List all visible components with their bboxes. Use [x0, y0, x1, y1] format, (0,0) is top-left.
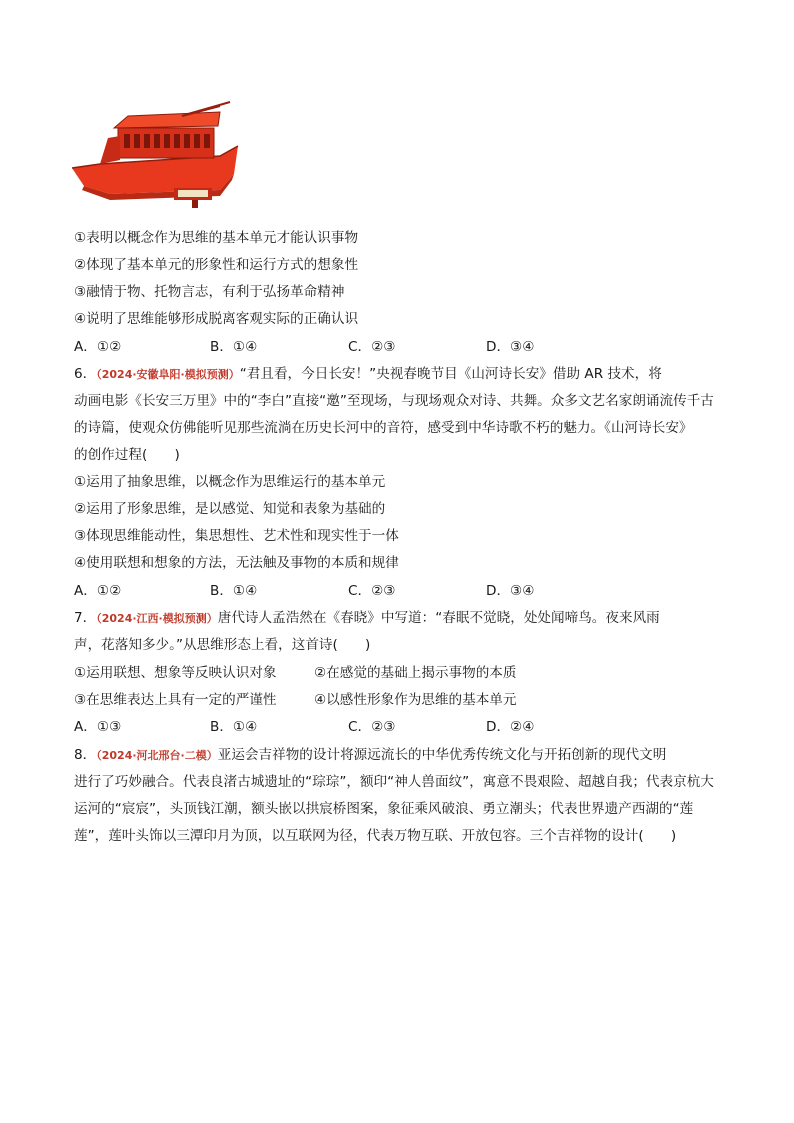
q6-stem-text-1: “君且看，今日长安！”央视春晚节目《山河诗长安》借助 AR 技术，将 — [239, 366, 662, 382]
q7-option-b[interactable]: B．①④ — [210, 719, 258, 735]
q6-source: （2024·安徽阜阳·模拟预测） — [96, 368, 240, 381]
q7-stem-line-1 — [74, 608, 660, 629]
q7-option-a[interactable]: A．①③ — [74, 719, 122, 735]
q7-source: （2024·江西·模拟预测） — [96, 612, 218, 625]
q6-option-a[interactable]: A．①② — [74, 583, 122, 599]
q8-stem-line-3: 运河的“宸宸”，头顶钱江潮，额头嵌以拱宸桥图案，象征乘风破浪、勇立潮头；代表世界遗产西湖的“莲 — [74, 801, 694, 817]
q6-stem-line-2: 动画电影《长安三万里》中的“李白”直接“邀”至现场，与现场观众对诗、共舞。众多文艺名家朗诵流传千古 — [74, 393, 714, 409]
q7-statement-3: ③在思维表达上具有一定的严谨性 — [74, 692, 277, 708]
q6-option-d[interactable]: D．③④ — [486, 583, 535, 599]
q7-statement-1: ①运用联想、想象等反映认识对象 — [74, 665, 277, 681]
q6-statement-3: ③体现思维能动性，集思想性、艺术性和现实性于一体 — [74, 528, 399, 544]
q6-number: 6． — [74, 366, 97, 382]
q5-statement-3: ③融情于物、托物言志，有利于弘扬革命精神 — [74, 284, 345, 300]
q8-number: 8． — [74, 747, 97, 763]
q8-stem-text-1: 亚运会吉祥物的设计将源远流长的中华优秀传统文化与开拓创新的现代文明 — [217, 747, 667, 763]
q5-statement-4: ④说明了思维能够形成脱离客观实际的正确认识 — [74, 311, 359, 327]
q6-statement-2: ②运用了形象思维，是以感觉、知觉和表象为基础的 — [74, 501, 386, 517]
q8-stem-line-2: 进行了巧妙融合。代表良渚古城遗址的“琮琮”，额印“神人兽面纹”，寓意不畏艰险、超越自我；代表京杭大 — [74, 774, 714, 790]
q8-stem-line-4: 莲”，莲叶头饰以三潭印月为顶，以互联网为径，代表万物互联、开放包容。三个吉祥物的设计( ) — [74, 828, 677, 844]
q5-option-b[interactable]: B．①④ — [210, 339, 258, 355]
q7-stem-line-2: 声，花落知多少。”从思维形态上看，这首诗( ) — [74, 637, 371, 653]
q5-option-a[interactable]: A．①② — [74, 339, 122, 355]
q6-stem-line-4: 的创作过程( ) — [74, 447, 180, 463]
q7-statement-2: ②在感觉的基础上揭示事物的本质 — [314, 665, 517, 681]
q5-statement-1: ①表明以概念作为思维的基本单元才能认识事物 — [74, 230, 359, 246]
q6-statement-4: ④使用联想和想象的方法，无法触及事物的本质和规律 — [74, 555, 399, 571]
red-boat-image — [70, 98, 242, 210]
q7-option-c[interactable]: C．②③ — [348, 719, 396, 735]
q6-option-c[interactable]: C．②③ — [348, 583, 396, 599]
q6-option-b[interactable]: B．①④ — [210, 583, 258, 599]
q8-source: （2024·河北邢台·二模） — [96, 749, 218, 762]
q7-statement-4: ④以感性形象作为思维的基本单元 — [314, 692, 517, 708]
q8-stem-line-1 — [74, 745, 666, 766]
q6-statement-1: ①运用了抽象思维，以概念作为思维运行的基本单元 — [74, 474, 386, 490]
q6-stem-line-1 — [74, 364, 662, 385]
q7-number: 7． — [74, 610, 97, 626]
q5-option-d[interactable]: D．③④ — [486, 339, 535, 355]
q7-option-d[interactable]: D．②④ — [486, 719, 535, 735]
q5-statement-2: ②体现了基本单元的形象性和运行方式的想象性 — [74, 257, 359, 273]
q5-option-c[interactable]: C．②③ — [348, 339, 396, 355]
q6-stem-line-3: 的诗篇，使观众仿佛能听见那些流淌在历史长河中的音符，感受到中华诗歌不朽的魅力。《山河诗长安》 — [74, 420, 693, 436]
q7-stem-text-1: 唐代诗人孟浩然在《春晓》中写道：“春眠不觉晓，处处闻啼鸟。夜来风雨 — [217, 610, 660, 626]
